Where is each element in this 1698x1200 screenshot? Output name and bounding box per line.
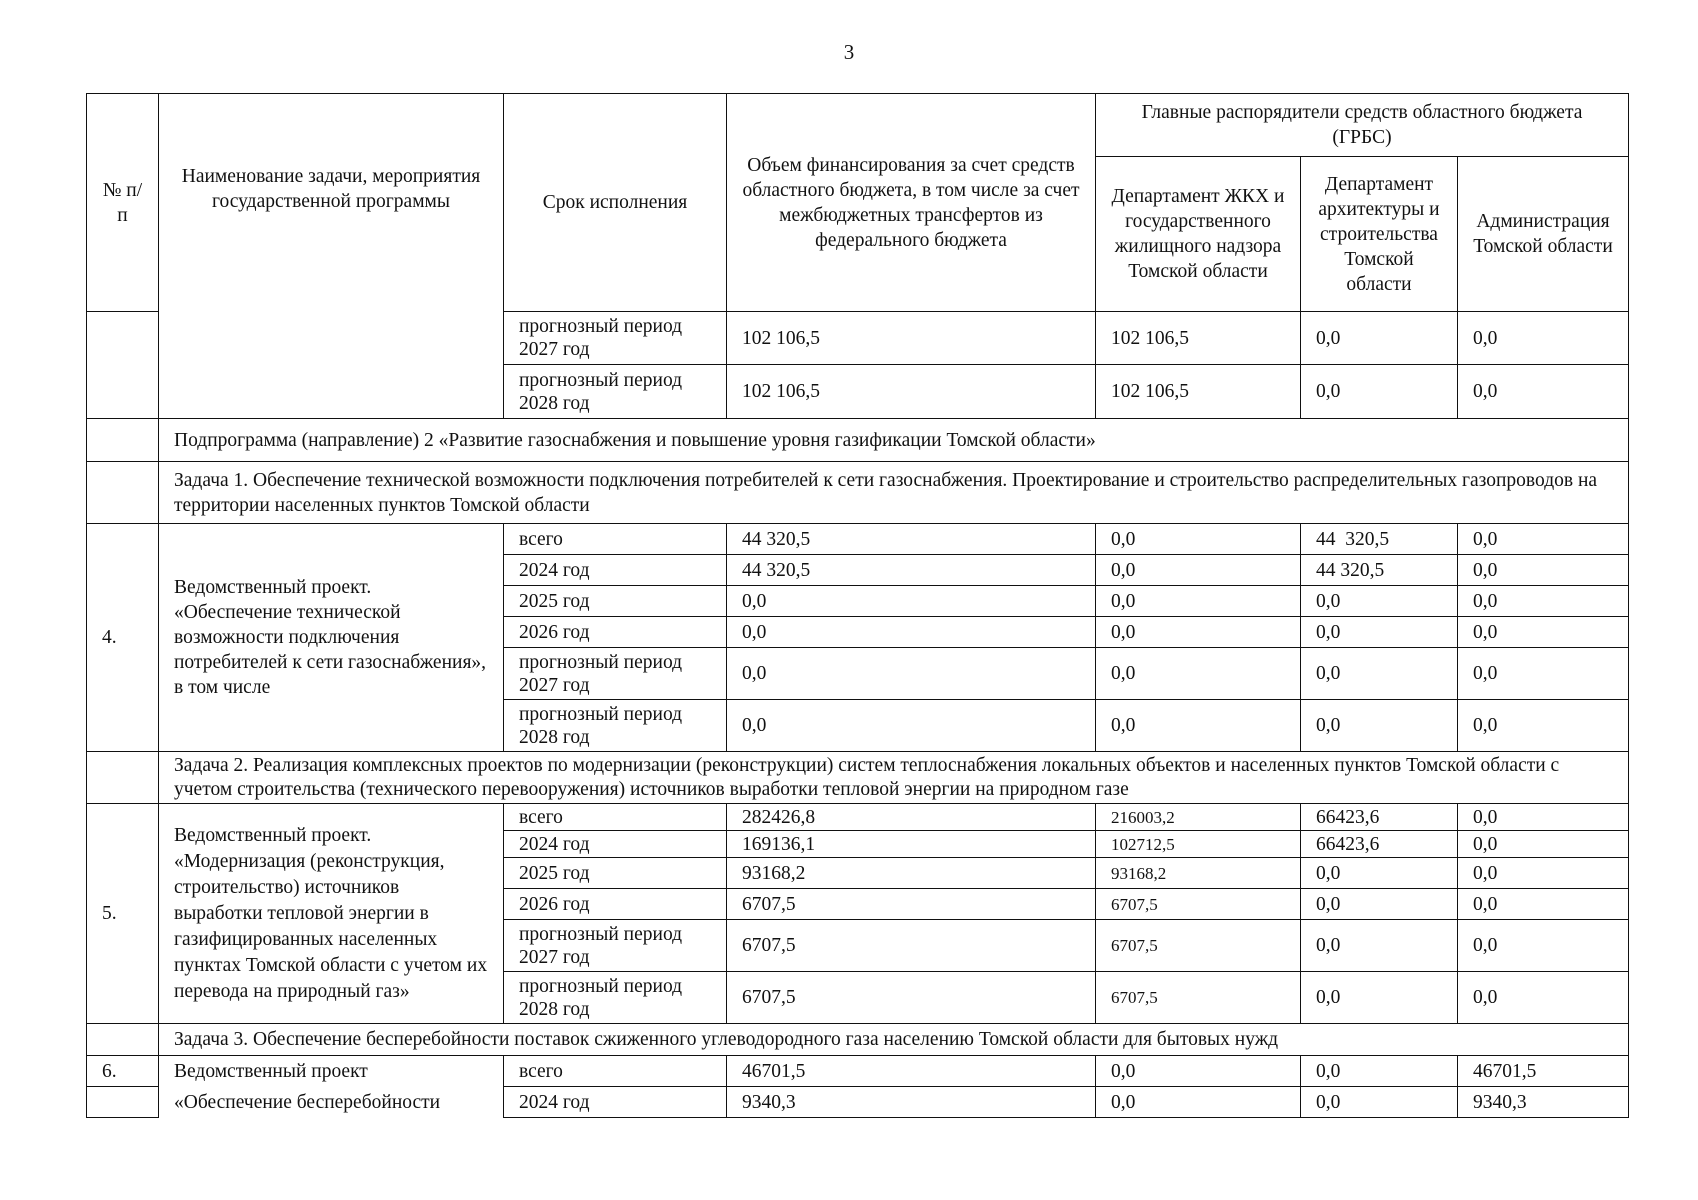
zhkh-cell: 0,0 xyxy=(1096,648,1301,700)
volume-cell: 93168,2 xyxy=(727,858,1096,889)
zhkh-cell: 216003,2 xyxy=(1096,804,1301,831)
zhkh-cell: 0,0 xyxy=(1096,700,1301,752)
funding-table xyxy=(86,93,1629,1118)
term-cell: прогнозный период 2027 год xyxy=(504,648,727,700)
arch-cell: 66423,6 xyxy=(1301,804,1458,831)
empty-cell xyxy=(87,1024,159,1056)
term-cell: 2025 год xyxy=(504,586,727,617)
admin-cell: 9340,3 xyxy=(1458,1087,1629,1118)
arch-cell: 0,0 xyxy=(1301,858,1458,889)
zhkh-cell: 102712,5 xyxy=(1096,831,1301,858)
term-cell: 2026 год xyxy=(504,617,727,648)
term-cell: всего xyxy=(504,1056,727,1087)
zhkh-cell: 6707,5 xyxy=(1096,920,1301,972)
subprogram-row xyxy=(87,419,1629,462)
arch-cell: 0,0 xyxy=(1301,586,1458,617)
header-row xyxy=(87,94,1629,157)
term-cell: всего xyxy=(504,804,727,831)
arch-cell: 0,0 xyxy=(1301,617,1458,648)
task1-title: Задача 1. Обеспечение технической возможности подключения потребителей к сети газоснабжения. Проектирование и строительство распределительных газопроводов на территории населенных пунктов Томской области xyxy=(159,462,1629,524)
arch-cell: 0,0 xyxy=(1301,312,1458,365)
zhkh-cell: 93168,2 xyxy=(1096,858,1301,889)
project-name: Ведомственный проект. «Обеспечение технической возможности подключения потребителей к сети газоснабжения», в том числе xyxy=(159,524,504,752)
admin-cell: 0,0 xyxy=(1458,617,1629,648)
page-number: 3 xyxy=(843,40,855,64)
row-number: 6. xyxy=(87,1056,159,1087)
arch-cell: 0,0 xyxy=(1301,1056,1458,1087)
volume-cell: 6707,5 xyxy=(727,889,1096,920)
task-title-row xyxy=(87,462,1629,524)
term-cell: 2024 год xyxy=(504,831,727,858)
zhkh-cell: 102 106,5 xyxy=(1096,365,1301,419)
zhkh-cell: 0,0 xyxy=(1096,555,1301,586)
volume-cell: 44 320,5 xyxy=(727,524,1096,555)
header-col-admin: Администрация Томской области xyxy=(1458,157,1629,312)
arch-cell: 0,0 xyxy=(1301,648,1458,700)
volume-cell: 9340,3 xyxy=(727,1087,1096,1118)
header-col-no: № п/п xyxy=(87,94,159,312)
header-col-dep-zhkh: Департамент ЖКХ и государственного жилищного надзора Томской области xyxy=(1096,157,1301,312)
arch-cell: 0,0 xyxy=(1301,889,1458,920)
volume-cell: 102 106,5 xyxy=(727,365,1096,419)
header-col-dep-arch: Департамент архитектуры и строительства Томской области xyxy=(1301,157,1458,312)
term-cell: прогнозный период 2028 год xyxy=(504,700,727,752)
empty-cell xyxy=(87,462,159,524)
arch-cell: 0,0 xyxy=(1301,920,1458,972)
arch-cell: 0,0 xyxy=(1301,1087,1458,1118)
task-title-row xyxy=(87,752,1629,804)
admin-cell: 0,0 xyxy=(1458,920,1629,972)
empty-cell xyxy=(87,365,159,419)
term-cell: 2026 год xyxy=(504,889,727,920)
admin-cell: 0,0 xyxy=(1458,858,1629,889)
row-number: 5. xyxy=(87,804,159,1024)
zhkh-cell: 0,0 xyxy=(1096,586,1301,617)
admin-cell: 0,0 xyxy=(1458,889,1629,920)
admin-cell: 46701,5 xyxy=(1458,1056,1629,1087)
header-col-name: Наименование задачи, мероприятия государственной программы xyxy=(159,94,504,419)
term-cell: прогнозный период 2028 год xyxy=(504,972,727,1024)
admin-cell: 0,0 xyxy=(1458,365,1629,419)
row-number: 4. xyxy=(87,524,159,752)
arch-cell: 44 320,5 xyxy=(1301,524,1458,555)
zhkh-cell: 0,0 xyxy=(1096,617,1301,648)
header-col-term: Срок исполнения xyxy=(504,94,727,312)
admin-cell: 0,0 xyxy=(1458,586,1629,617)
zhkh-cell: 102 106,5 xyxy=(1096,312,1301,365)
admin-cell: 0,0 xyxy=(1458,831,1629,858)
volume-cell: 0,0 xyxy=(727,617,1096,648)
project-name-continued: «Обеспечение бесперебойности xyxy=(159,1087,504,1118)
arch-cell: 44 320,5 xyxy=(1301,555,1458,586)
volume-cell: 102 106,5 xyxy=(727,312,1096,365)
empty-cell xyxy=(87,312,159,365)
term-cell: прогнозный период 2028 год xyxy=(504,365,727,419)
arch-cell: 0,0 xyxy=(1301,972,1458,1024)
table-row xyxy=(87,1056,1629,1087)
volume-cell: 6707,5 xyxy=(727,920,1096,972)
term-cell: 2024 год xyxy=(504,1087,727,1118)
arch-cell: 0,0 xyxy=(1301,700,1458,752)
zhkh-cell: 0,0 xyxy=(1096,524,1301,555)
project-name: Ведомственный проект xyxy=(159,1056,504,1087)
volume-cell: 6707,5 xyxy=(727,972,1096,1024)
volume-cell: 44 320,5 xyxy=(727,555,1096,586)
table-row xyxy=(87,524,1629,555)
empty-cell xyxy=(87,752,159,804)
zhkh-cell: 6707,5 xyxy=(1096,889,1301,920)
admin-cell: 0,0 xyxy=(1458,648,1629,700)
volume-cell: 169136,1 xyxy=(727,831,1096,858)
admin-cell: 0,0 xyxy=(1458,972,1629,1024)
volume-cell: 0,0 xyxy=(727,586,1096,617)
table-row xyxy=(87,804,1629,831)
subprogram-title: Подпрограмма (направление) 2 «Развитие газоснабжения и повышение уровня газификации Томской области» xyxy=(159,419,1629,462)
volume-cell: 0,0 xyxy=(727,700,1096,752)
volume-cell: 46701,5 xyxy=(727,1056,1096,1087)
empty-cell xyxy=(87,1087,159,1118)
task-title-row xyxy=(87,1024,1629,1056)
empty-cell xyxy=(87,419,159,462)
header-col-volume: Объем финансирования за счет средств областного бюджета, в том числе за счет межбюджетных трансфертов из федерального бюджета xyxy=(727,94,1096,312)
volume-cell: 282426,8 xyxy=(727,804,1096,831)
arch-cell: 0,0 xyxy=(1301,365,1458,419)
task2-title: Задача 2. Реализация комплексных проектов по модернизации (реконструкции) систем теплоснабжения локальных объектов и населенных пунктов Томской области с учетом строительства (технического перевооружения) источников выработки тепловой энергии на природном газе xyxy=(159,752,1629,804)
admin-cell: 0,0 xyxy=(1458,312,1629,365)
project-name: Ведомственный проект. «Модернизация (реконструкция, строительство) источников выработки тепловой энергии в газифицированных населенных пунктах Томской области с учетом их перевода на природный газ» xyxy=(159,804,504,1024)
term-cell: всего xyxy=(504,524,727,555)
zhkh-cell: 0,0 xyxy=(1096,1087,1301,1118)
admin-cell: 0,0 xyxy=(1458,555,1629,586)
zhkh-cell: 0,0 xyxy=(1096,1056,1301,1087)
admin-cell: 0,0 xyxy=(1458,804,1629,831)
zhkh-cell: 6707,5 xyxy=(1096,972,1301,1024)
admin-cell: 0,0 xyxy=(1458,524,1629,555)
arch-cell: 66423,6 xyxy=(1301,831,1458,858)
volume-cell: 0,0 xyxy=(727,648,1096,700)
admin-cell: 0,0 xyxy=(1458,700,1629,752)
task3-title: Задача 3. Обеспечение бесперебойности поставок сжиженного углеводородного газа населению Томской области для бытовых нужд xyxy=(159,1024,1629,1056)
term-cell: 2024 год xyxy=(504,555,727,586)
term-cell: 2025 год xyxy=(504,858,727,889)
table-row xyxy=(87,1087,1629,1118)
header-col-grbs: Главные распорядители средств областного бюджета (ГРБС) xyxy=(1096,94,1629,157)
term-cell: прогнозный период 2027 год xyxy=(504,920,727,972)
term-cell: прогнозный период 2027 год xyxy=(504,312,727,365)
